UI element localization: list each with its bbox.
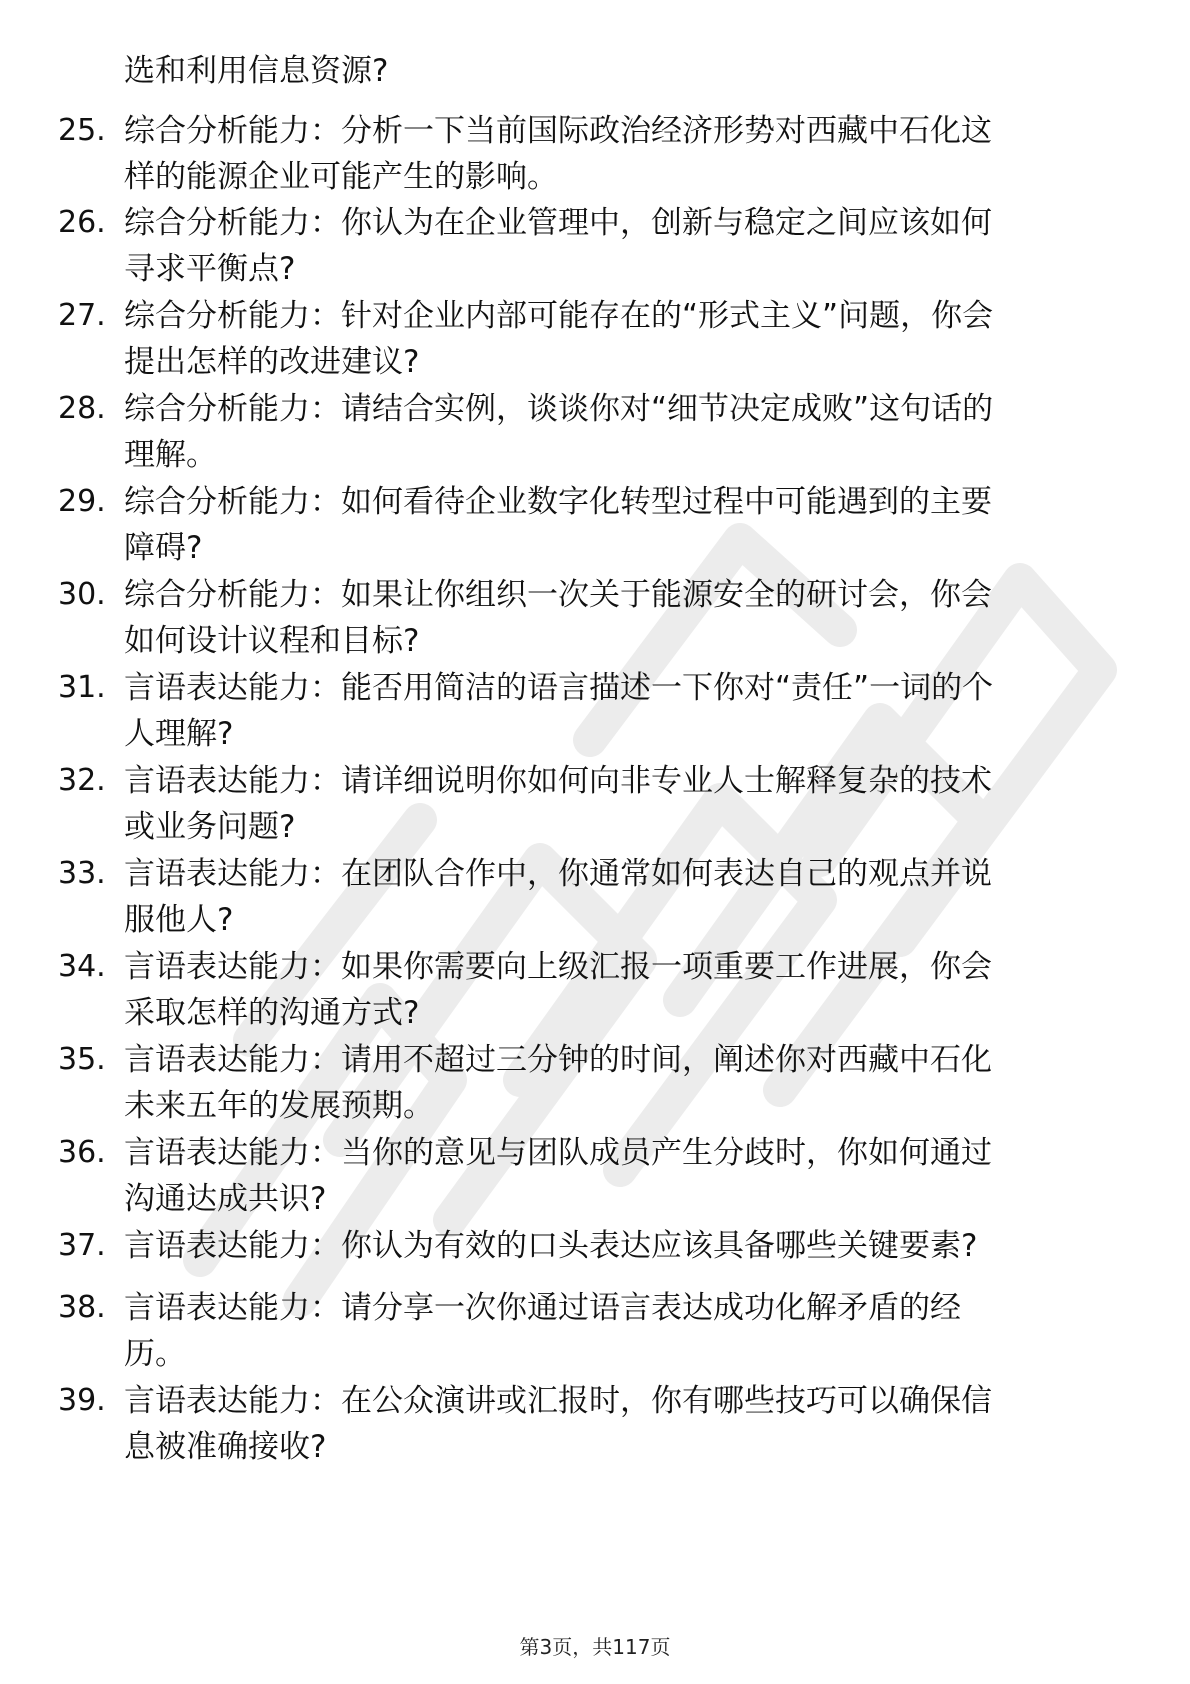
question-text: 言语表达能力：如果你需要向上级汇报一项重要工作进展，你会 采取怎样的沟通方式? [124,949,992,1031]
question-text: 综合分析能力：请结合实例，谈谈你对“细节决定成败”这句话的 理解。 [124,391,994,473]
question-number: 34. [58,949,106,984]
question-number: 31. [58,670,106,705]
question-text: 言语表达能力：当你的意见与团队成员产生分歧时，你如何通过 沟通达成共识? [124,1135,992,1217]
question-text: 综合分析能力：针对企业内部可能存在的“形式主义”问题，你会 提出怎样的改进建议? [124,298,994,380]
question-number: 36. [58,1135,106,1170]
continuation-text: 选和利用信息资源? [124,53,389,89]
question-number: 38. [58,1290,106,1325]
question-text: 综合分析能力：你认为在企业管理中，创新与稳定之间应该如何 寻求平衡点? [124,205,992,287]
question-number: 39. [58,1383,106,1418]
question-number: 30. [58,577,106,612]
question-number: 28. [58,391,106,426]
question-text: 综合分析能力：如果让你组织一次关于能源安全的研讨会，你会 如何设计议程和目标? [124,577,992,659]
question-text: 言语表达能力：你认为有效的口头表达应该具备哪些关键要素? [124,1228,978,1264]
question-text: 言语表达能力：能否用简洁的语言描述一下你对“责任”一词的个 人理解? [124,670,994,752]
question-number: 37. [58,1228,106,1263]
question-number: 29. [58,484,106,519]
question-text: 言语表达能力：在团队合作中，你通常如何表达自己的观点并说 服他人? [124,856,992,938]
question-number: 25. [58,113,106,148]
question-number: 33. [58,856,106,891]
question-text: 言语表达能力：请用不超过三分钟的时间，阐述你对西藏中石化 未来五年的发展预期。 [124,1042,992,1124]
question-text: 言语表达能力：在公众演讲或汇报时，你有哪些技巧可以确保信 息被准确接收? [124,1383,992,1465]
question-number: 35. [58,1042,106,1077]
question-text: 言语表达能力：请分享一次你通过语言表达成功化解矛盾的经 历。 [124,1290,961,1372]
question-text: 综合分析能力：如何看待企业数字化转型过程中可能遇到的主要 障碍? [124,484,992,566]
question-number: 26. [58,205,106,240]
question-text: 言语表达能力：请详细说明你如何向非专业人士解释复杂的技术 或业务问题? [124,763,992,845]
page-footer: 第3页，共117页 [519,1635,671,1659]
question-number: 32. [58,763,106,798]
question-text: 综合分析能力：分析一下当前国际政治经济形势对西藏中石化这 样的能源企业可能产生的影响。 [124,113,992,195]
question-number: 27. [58,298,106,333]
